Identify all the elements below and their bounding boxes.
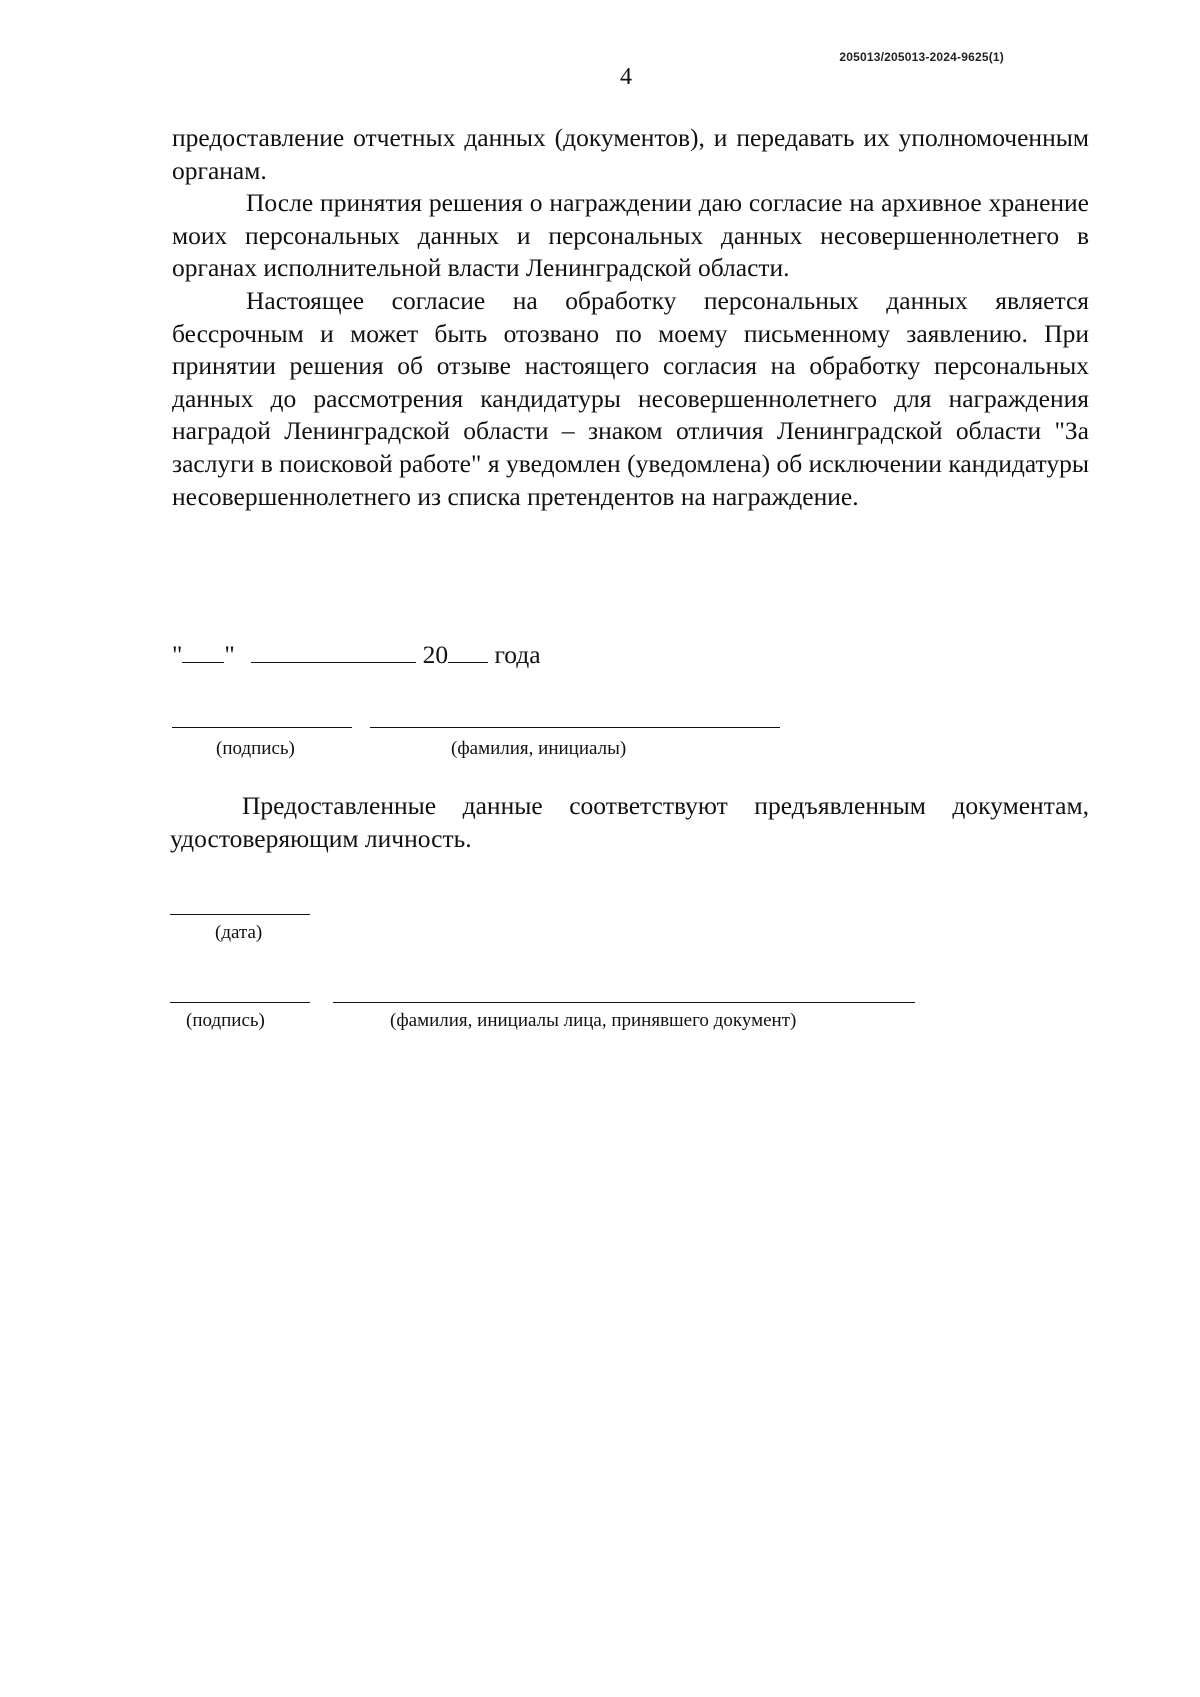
- consent-body: [172, 122, 1089, 513]
- official-signature-caption: (подпись): [186, 1010, 265, 1031]
- page-number: 4: [620, 64, 632, 90]
- official-name-caption: (фамилия, инициалы лица, принявшего документ): [390, 1010, 797, 1031]
- year-prefix: 20: [422, 640, 449, 669]
- verification-paragraph: Предоставленные данные соответствуют предъявленным документам, удостоверяющим личность.: [170, 791, 1089, 853]
- date-caption: (дата): [215, 922, 263, 943]
- paragraph-revocation: Настоящее согласие на обработку персональных данных является бессрочным и может быть отозвано по моему письменному заявлению. При принятии решения об отзыве настоящего согласия на обработку персональных данных до рассмотрения кандидатуры несовершеннолетнего для награждения наградой Ленинградской области – знаком отличия Ленинградской области "За заслуги в поисковой работе" я уведомлен (уведомлена) об исключении кандидатуры несовершеннолетнего из списка претендентов на награждение.: [172, 285, 1089, 511]
- date-open-quote: ": [172, 640, 183, 669]
- day-blank: [182, 640, 224, 663]
- date-line: [172, 640, 541, 670]
- verification-statement: [170, 790, 1089, 855]
- date-close-quote: ": [224, 640, 235, 669]
- date-signature-line: [170, 914, 310, 915]
- paragraph-archival-consent: После принятия решения о награждении даю согласие на архивное хранение моих персональных данных и персональных данных несовершеннолетнего в органах исполнительной власти Ленинградской области.: [172, 188, 1089, 283]
- signature-caption: (подпись): [216, 738, 295, 759]
- year-word: года: [494, 640, 541, 669]
- paragraph-reporting: предоставление отчетных данных (документов), и передавать их уполномоченным органам.: [172, 123, 1089, 185]
- name-line: [370, 727, 780, 728]
- year-blank: [448, 640, 488, 663]
- official-signature-line: [170, 1002, 310, 1003]
- name-caption: (фамилия, инициалы): [451, 738, 627, 759]
- month-blank: [251, 640, 416, 663]
- official-name-line: [333, 1002, 915, 1003]
- document-registration-number: 205013/205013-2024-9625(1): [839, 50, 1004, 64]
- signature-line: [172, 727, 352, 728]
